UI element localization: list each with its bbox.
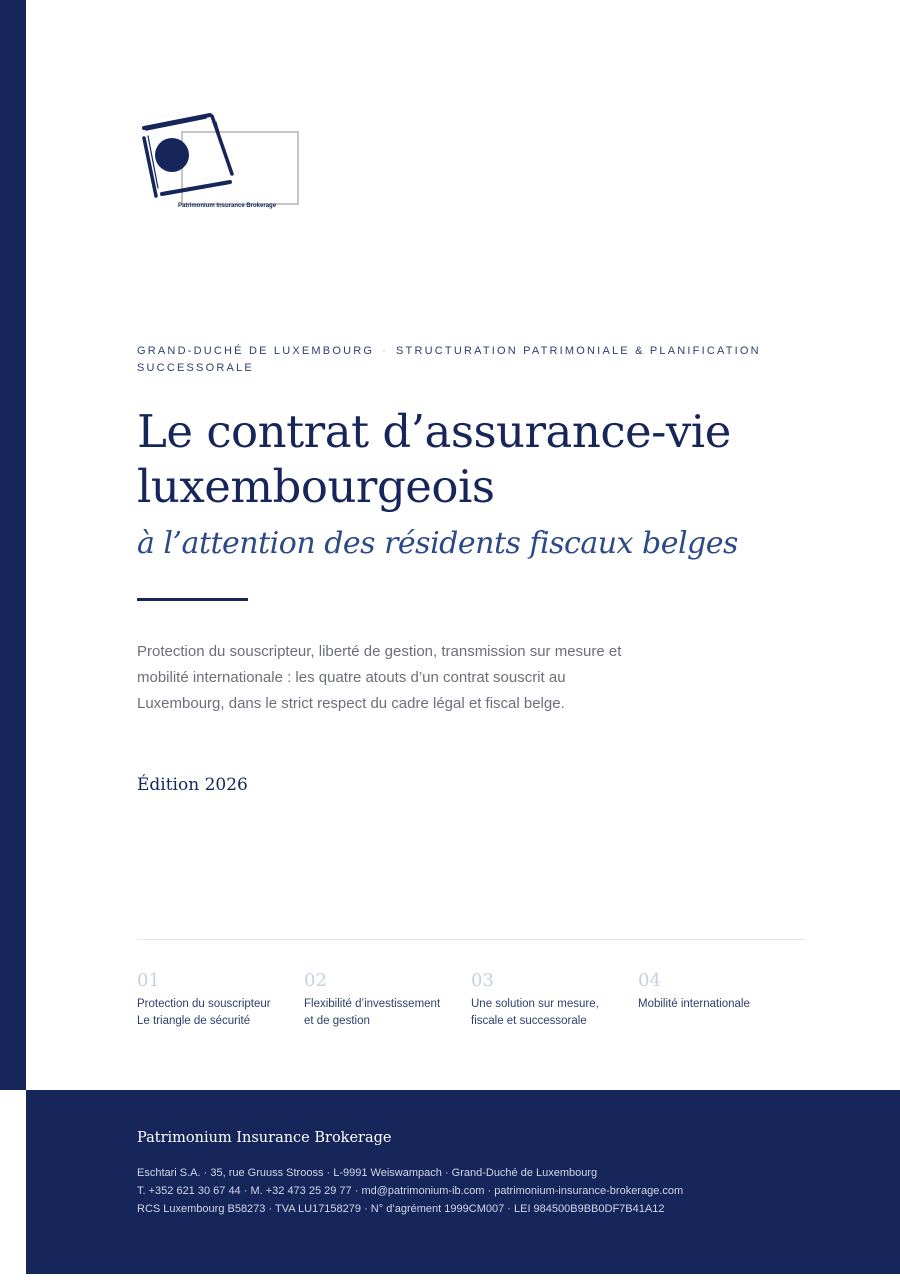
feature-label: Une solution sur mesure, fiscale et successorale <box>471 998 599 1027</box>
feature-list <box>137 968 817 1030</box>
feature-label: Flexibilité d’investissement et de gestion <box>304 998 441 1027</box>
eyebrow-topic: STRUCTURATION PATRIMONIALE & PLANIFICATION SUCCESSORALE <box>137 345 761 374</box>
edition-label: Édition 2026 <box>137 775 248 795</box>
logo-mark-icon <box>136 108 306 208</box>
footer-address: Eschtari S.A. · 35, rue Gruuss Strooss · L-9991 Weiswampach · Grand-Duché de Luxembourg <box>137 1167 598 1179</box>
intro-paragraph: Protection du souscripteur, liberté de gestion, transmission sur mesure et mobilité internationale : les quatre atouts d’un contrat souscrit au Luxembourg, dans le strict respect du cadre légal et fiscal belge. <box>137 643 622 712</box>
eyebrow-heading <box>137 343 797 377</box>
feature-number: 01 <box>137 970 160 991</box>
feature-label: Mobilité internationale <box>638 998 750 1010</box>
footer-details <box>137 1164 877 1218</box>
feature-number: 02 <box>304 970 327 991</box>
feature-item <box>471 968 638 1030</box>
footer-company-name: Patrimonium Insurance Brokerage <box>137 1130 392 1146</box>
left-accent-bar <box>0 0 26 1090</box>
feature-number: 03 <box>471 970 494 991</box>
footer-contact: T. +352 621 30 67 44 · M. +32 473 25 29 77 · md@patrimonium-ib.com · patrimonium-insurance-brokerage.com <box>137 1185 684 1197</box>
feature-number: 04 <box>638 970 661 991</box>
footer-registration: RCS Luxembourg B58273 · TVA LU17158279 · N° d’agrément 1999CM007 · LEI 984500B9BB0DF7B41A12 <box>137 1203 665 1215</box>
feature-item <box>137 968 304 1030</box>
feature-item <box>638 968 805 1030</box>
feature-label: Protection du souscripteur Le triangle de sécurité <box>137 998 271 1027</box>
feature-item <box>304 968 471 1030</box>
footer <box>26 1090 900 1274</box>
page-subtitle: à l’attention des résidents fiscaux belges <box>137 526 738 561</box>
eyebrow-separator: · <box>382 345 389 357</box>
section-divider <box>137 939 805 940</box>
company-logo <box>136 108 306 218</box>
title-accent-rule <box>137 598 248 601</box>
bottom-margin <box>0 1274 900 1282</box>
eyebrow-country: GRAND-DUCHÉ DE LUXEMBOURG <box>137 345 375 357</box>
logo-caption: Patrimonium Insurance Brokerage <box>178 203 277 209</box>
page-title: Le contrat d’assurance-vie luxembourgeois <box>137 405 731 513</box>
